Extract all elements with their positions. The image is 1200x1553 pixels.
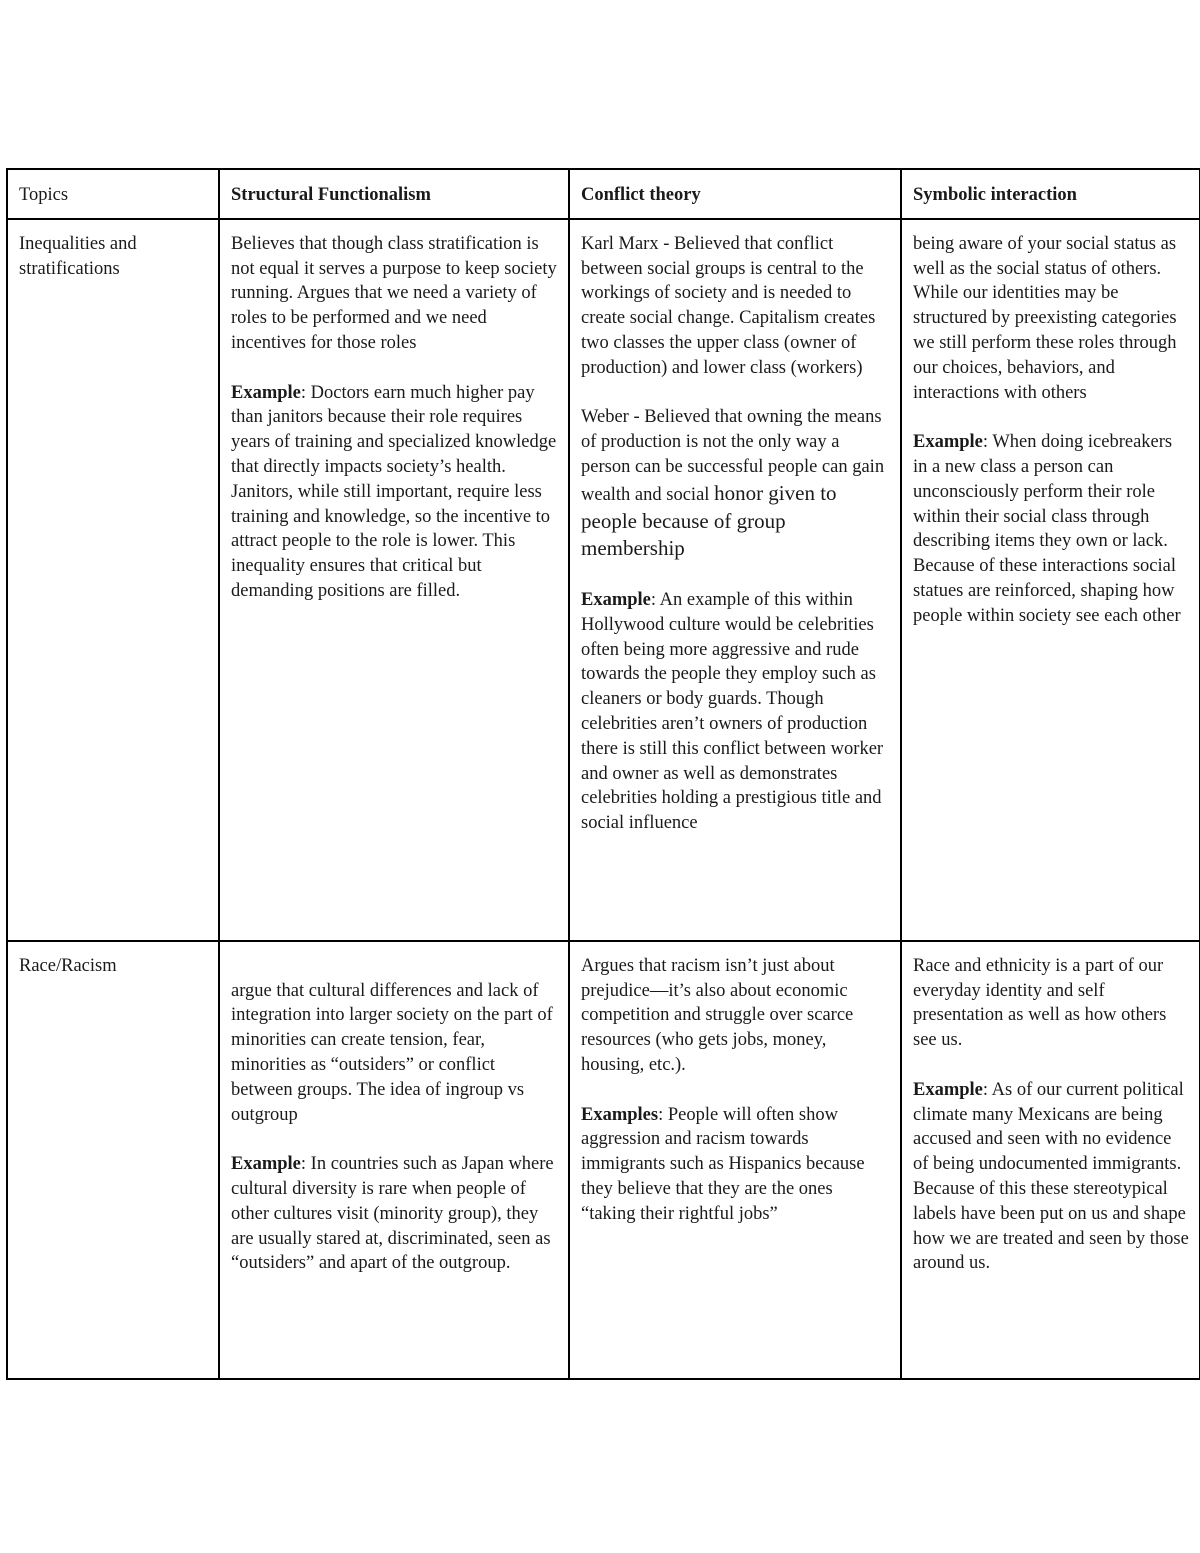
example-text: : As of our current political climate many Mexicans are being accused and seen with no evidence of being undocumented immigrants. Because of this these stereotypical labels have been put on us and shape how we are treated and seen by those around us.: [913, 1079, 1189, 1274]
conflict-cell: [569, 219, 901, 941]
example-label: Example: [231, 1154, 301, 1175]
example-text: : People will often show aggression and racism towards immigrants such as Hispanics because they believe that they are the ones “taking their rightful jobs”: [581, 1104, 865, 1224]
structural-example: [231, 1152, 558, 1276]
example-text: : When doing icebreakers in a new class a person can unconsciously perform their role within their social class through describing items they own or lack. Because of these interactions social statues are reinforced, shaping how people within society see each other: [913, 432, 1181, 626]
structural-description: argue that cultural differences and lack of integration into larger society on the part of minorities can create tension, fear, minorities as “outsiders” or conflict between groups. The idea of ingroup vs outgroup: [231, 980, 553, 1125]
symbolic-cell: [901, 219, 1200, 941]
example-text: : An example of this within Hollywood culture would be celebrities often being more aggressive and rude towards the people they employ such as cleaners or body guards. Though celebrities aren’t owners of production there is still this conflict between worker and owner as well as demonstrates celebrities holding a prestigious title and social influence: [581, 589, 884, 834]
symbolic-example: [913, 1078, 1189, 1276]
header-conflict-theory: Conflict theory: [569, 169, 901, 219]
table-row-inequalities: [7, 219, 1200, 941]
topic-cell: Race/Racism: [7, 941, 219, 1379]
example-label: Example: [913, 1079, 983, 1100]
topic-cell: Inequalities and stratifications: [7, 219, 219, 941]
example-label: Example: [913, 432, 983, 453]
header-topics: Topics: [7, 169, 219, 219]
example-text: : In countries such as Japan where cultural diversity is rare when people of other cultures visit (minority group), they are usually stared at, discriminated, seen as “outsiders” and apart of the outgroup.: [231, 1154, 554, 1274]
conflict-marx-paragraph: Karl Marx - Believed that conflict between social groups is central to the workings of society and is needed to create social change. Capitalism creates two classes the upper class (owner of production) and lower class (workers): [581, 233, 876, 378]
symbolic-description: Race and ethnicity is a part of our everyday identity and self presentation as well as how others see us.: [913, 955, 1167, 1051]
conflict-cell: [569, 941, 901, 1379]
table-row-race: [7, 941, 1200, 1379]
symbolic-cell: [901, 941, 1200, 1379]
weber-text: Weber - Believed that owning the means of production is not the only way a person can be successful people can gain wealth and social: [581, 407, 885, 505]
example-label: Examples: [581, 1104, 659, 1125]
symbolic-description: being aware of your social status as well as the social status of others. While our identities may be structured by preexisting categories we still perform these roles through our choices, behaviors, and interactions with others: [913, 233, 1177, 403]
conflict-example: [581, 588, 890, 836]
header-row: [7, 169, 1200, 219]
comparison-table: [6, 168, 1200, 1380]
header-symbolic-interaction: Symbolic interaction: [901, 169, 1200, 219]
conflict-description: Argues that racism isn’t just about prejudice—it’s also about economic competition and struggle over scarce resources (who gets jobs, money, housing, etc.).: [581, 955, 854, 1075]
weber-text-large: honor given to people because of group membership: [581, 480, 837, 561]
example-text: : Doctors earn much higher pay than janitors because their role requires years of training and specialized knowledge that directly impacts society’s health. Janitors, while still important, require less training and knowledge, so the incentive to attract people to the role is lower. This inequality ensures that critical but demanding positions are filled.: [231, 382, 557, 601]
symbolic-example: [913, 430, 1189, 628]
conflict-example: [581, 1103, 890, 1227]
structural-description: Believes that though class stratification is not equal it serves a purpose to keep society running. Argues that we need a variety of roles to be performed and we need incentives for those roles: [231, 233, 557, 353]
example-label: Example: [231, 382, 301, 403]
header-structural-functionalism: Structural Functionalism: [219, 169, 569, 219]
conflict-weber-paragraph: [581, 405, 890, 563]
structural-cell: [219, 219, 569, 941]
structural-example: [231, 381, 558, 604]
example-label: Example: [581, 589, 651, 610]
structural-cell: [219, 941, 569, 1379]
